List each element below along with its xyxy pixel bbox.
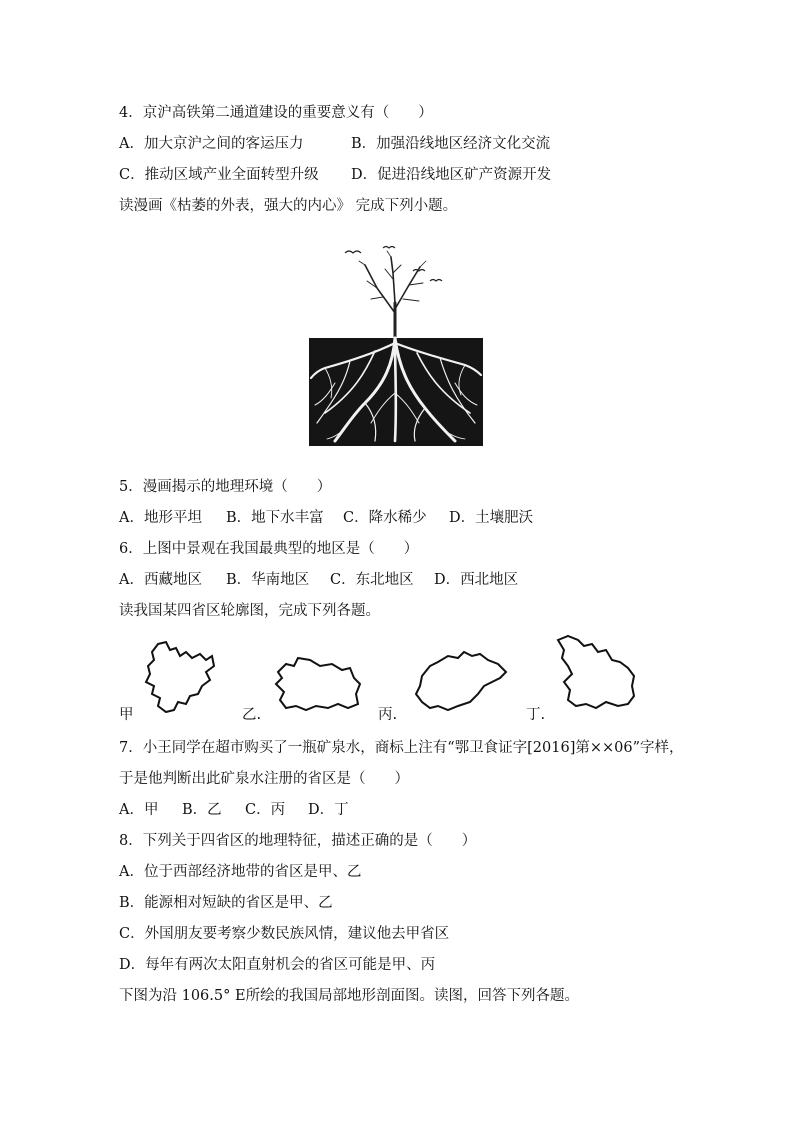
q7-stem-line1: 7．小王同学在超市购买了一瓶矿泉水，商标上注有“鄂卫食证字[2016]第××06”字样，	[119, 740, 684, 756]
q8-stem: 8．下列关于四省区的地理特征，描述正确的是（ ）	[119, 833, 477, 849]
q6-stem: 6．上图中景观在我国最典型的地区是（ ）	[119, 541, 419, 557]
province-outline-bing	[408, 646, 512, 716]
q7-option-a: A．甲	[119, 802, 159, 818]
province-outline-jia	[140, 638, 220, 722]
map-label-jia: 甲	[119, 707, 134, 723]
q4-option-b: B．加强沿线地区经济文化交流	[351, 136, 551, 152]
q8-option-a: A．位于西部经济地带的省区是甲、乙	[119, 864, 362, 880]
profile-intro: 下图为沿 106.5° E所绘的我国局部地形剖面图。读图，回答下列各题。	[119, 988, 580, 1004]
q4-option-d: D．促进沿线地区矿产资源开发	[351, 167, 552, 183]
q4-option-a: A．加大京沪之间的客运压力	[119, 136, 304, 152]
map-label-bing: 丙.	[378, 707, 398, 723]
province-outline-ding	[548, 632, 640, 716]
q8-option-d: D．每年有两次太阳直射机会的省区可能是甲、丙	[119, 957, 436, 973]
q6-option-c: C．东北地区	[330, 572, 414, 588]
comic-tree-roots-image	[305, 243, 487, 449]
map-label-ding: 丁.	[526, 707, 546, 723]
q6-option-a: A．西藏地区	[119, 572, 202, 588]
q6-option-d: D．西北地区	[434, 572, 519, 588]
q4-stem: 4．京沪高铁第二通道建设的重要意义有（ ）	[119, 105, 433, 121]
q8-option-b: B．能源相对短缺的省区是甲、乙	[119, 895, 333, 911]
q5-option-d: D．土壤肥沃	[449, 510, 534, 526]
province-outline-yi	[268, 652, 364, 716]
q5-stem: 5．漫画揭示的地理环境（ ）	[119, 479, 332, 495]
q7-option-c: C．丙	[245, 802, 286, 818]
comic-intro: 读漫画《枯萎的外表，强大的内心》 完成下列小题。	[119, 198, 458, 214]
q7-stem-line2: 于是他判断出此矿泉水注册的省区是（ ）	[119, 771, 409, 787]
map-label-yi: 乙.	[242, 707, 262, 723]
q4-option-c: C．推动区域产业全面转型升级	[119, 167, 319, 183]
q7-option-b: B．乙	[182, 802, 222, 818]
q5-option-c: C．降水稀少	[343, 510, 427, 526]
q8-option-c: C．外国朋友要考察少数民族风情，建议他去甲省区	[119, 926, 450, 942]
maps-intro: 读我国某四省区轮廓图，完成下列各题。	[119, 603, 380, 619]
q6-option-b: B．华南地区	[226, 572, 310, 588]
q5-option-a: A．地形平坦	[119, 510, 202, 526]
q5-option-b: B．地下水丰富	[226, 510, 324, 526]
q7-option-d: D．丁	[308, 802, 349, 818]
